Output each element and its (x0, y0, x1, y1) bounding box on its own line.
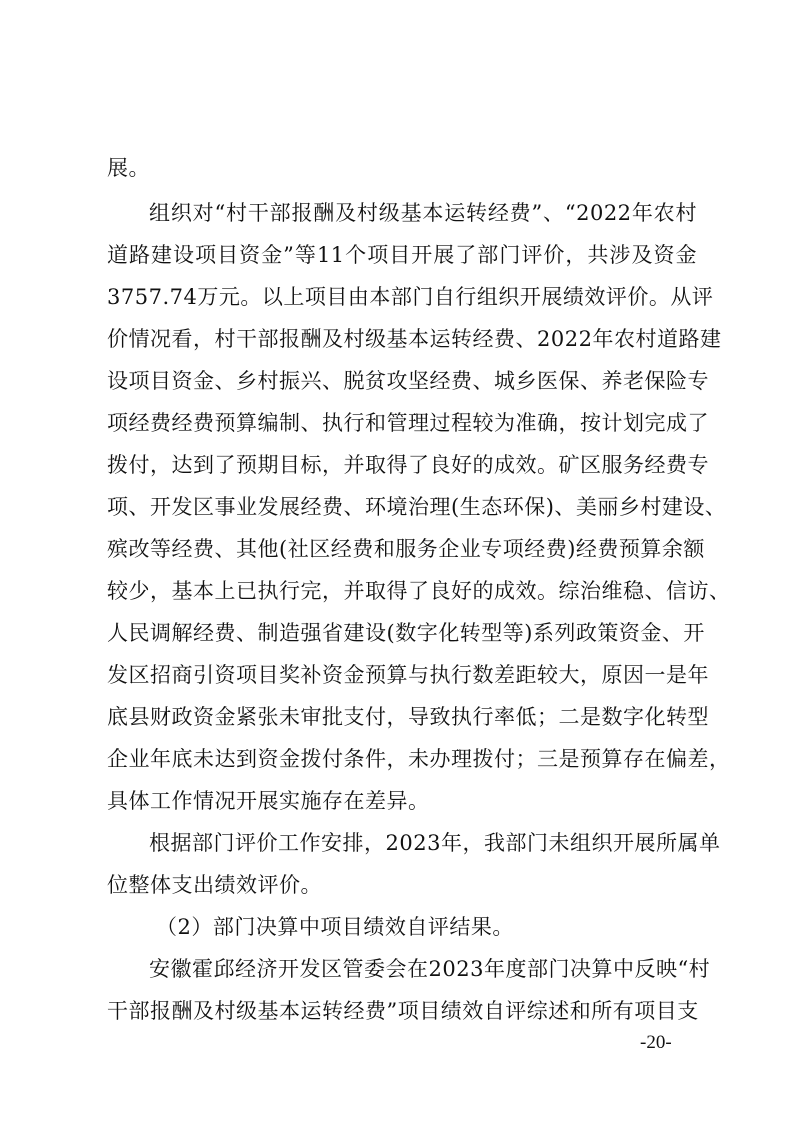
text-line: 殡改等经费、其他(社区经费和服务企业专项经费)经费预算余额 (107, 537, 705, 561)
text-line: 底县财政资金紧张未审批支付，导致执行率低；二是数字化转型 (107, 705, 709, 729)
text-line: 项经费经费预算编制、执行和管理过程较为准确，按计划完成了 (107, 411, 709, 435)
text-line: 较少，基本上已执行完，并取得了良好的成效。综治维稳、信访、 (107, 579, 731, 603)
text-line: 道路建设项目资金”等11个项目开展了部门评价，共涉及资金 (107, 243, 697, 267)
text-line: 展。 (107, 156, 150, 180)
text-line: 根据部门评价工作安排，2023年，我部门未组织开展所属单 (149, 831, 721, 855)
text-line: 企业年底未达到资金拨付条件，未办理拨付；三是预算存在偏差， (107, 747, 731, 771)
text-line: 3757.74万元。以上项目由本部门自行组织开展绩效评价。从评 (107, 285, 714, 309)
text-line: 发区招商引资项目奖补资金预算与执行数差距较大，原因一是年 (107, 663, 709, 687)
text-line: 具体工作情况开展实施存在差异。 (107, 789, 430, 813)
section-heading: （2）部门决算中项目绩效自评结果。 (156, 915, 514, 939)
text-line: 干部报酬及村级基本运转经费”项目绩效自评综述和所有项目支 (107, 999, 699, 1023)
text-line: 项、开发区事业发展经费、环境治理(生态环保)、美丽乡村建设、 (107, 495, 727, 519)
text-line: 设项目资金、乡村振兴、脱贫攻坚经费、城乡医保、养老保险专 (107, 369, 709, 393)
text-line: 位整体支出绩效评价。 (107, 873, 322, 897)
page-number: -20- (640, 1032, 672, 1053)
text-line: 组织对“村干部报酬及村级基本运转经费”、“2022年农村 (149, 201, 697, 225)
text-line: 安徽霍邱经济开发区管委会在2023年度部门决算中反映“村 (149, 957, 711, 981)
text-line: 人民调解经费、制造强省建设(数字化转型等)系列政策资金、开 (107, 621, 705, 645)
text-line: 价情况看，村干部报酬及村级基本运转经费、2022年农村道路建 (107, 327, 722, 351)
text-line: 拨付，达到了预期目标，并取得了良好的成效。矿区服务经费专 (107, 453, 709, 477)
